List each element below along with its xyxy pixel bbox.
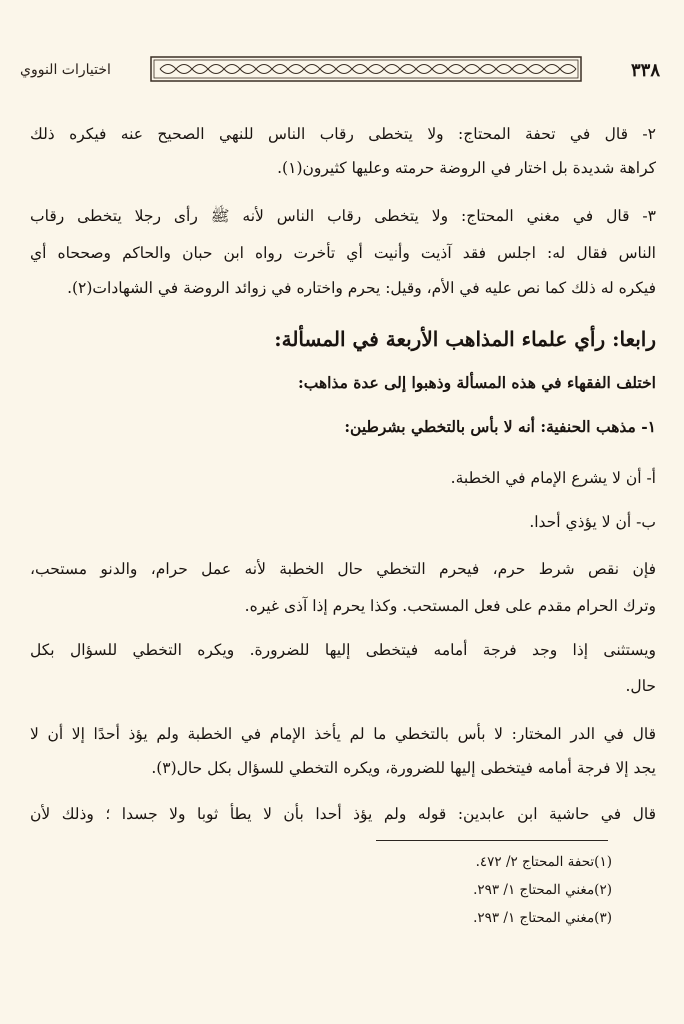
condition-b: ب- أن لا يؤذي أحدا. [529, 513, 656, 531]
p3-line-2: وترك الحرام مقدم على فعل المستحب. وكذا يحرم إذا آذى غيره. [244, 597, 656, 615]
footnote-separator [376, 840, 608, 841]
footnote-3: (٣)مغني المحتاج ١/ ٢٩٣. [473, 910, 612, 926]
p6-line-1: قال في حاشية ابن عابدين: قوله ولم يؤذ أحدا بأن لا يطأ ثوبا ولا جسدا ؛ وذلك لأن [30, 805, 656, 823]
section-heading: رابعا: رأي علماء المذاهب الأربعة في المسألة: [274, 327, 656, 351]
header-ornament [150, 54, 582, 84]
p2-line-3: فيكره له ذلك كما نص عليه في الأم، وقيل: يحرم واختاره في زوائد الروضة في الشهادات(٢). [67, 279, 656, 297]
running-header-title: اختيارات النووي [20, 62, 111, 78]
p2-line-1: ٣- قال في مغني المحتاج: ولا يتخطى رقاب الناس لأنه ﷺ رأى رجلا يتخطى رقاب [30, 207, 656, 225]
footnote-2: (٢)مغني المحتاج ١/ ٢٩٣. [473, 882, 612, 898]
p5-line-2: يجد إلا فرجة أمامه فيتخطى إليها للضرورة، ويكره التخطي للسؤال بكل حال(٣). [151, 759, 656, 777]
p3-line-1: فإن نقص شرط حرم، فيحرم التخطي حال الخطبة لأنه عمل حرام، والدنو مستحب، [30, 560, 656, 578]
p4-line-2: حال. [625, 677, 656, 695]
p4-line-1: ويستثنى إذا وجد فرجة أمامه فيتخطى إليها للضرورة. ويكره التخطي للسؤال بكل [30, 641, 656, 659]
p1-line-2: كراهة شديدة بل اختار في الروضة حرمته وعليها كثيرون(١). [277, 159, 656, 177]
p5-line-1: قال في الدر المختار: لا بأس بالتخطي ما لم يأخذ الإمام في الخطبة ولم يؤذ أحدًا إلا أن لا [30, 725, 656, 743]
condition-a: أ- أن لا يشرع الإمام في الخطبة. [450, 469, 656, 487]
intro-line: اختلف الفقهاء في هذه المسألة وذهبوا إلى عدة مذاهب: [298, 373, 656, 392]
hanafi-title: ١- مذهب الحنفية: أنه لا بأس بالتخطي بشرطين: [344, 417, 656, 436]
footnote-1: (١)تحفة المحتاج ٢/ ٤٧٢. [475, 854, 612, 870]
p1-line-1: ٢- قال في تحفة المحتاج: ولا يتخطى رقاب الناس للنهي الصحيح عنه فيكره ذلك [30, 125, 656, 143]
page-number: ٣٣٨ [630, 60, 660, 81]
p2-line-2: الناس فقال له: اجلس فقد آذيت وأنيت أي تأخرت رواه ابن حبان والحاكم وصححاه أي [30, 244, 656, 262]
